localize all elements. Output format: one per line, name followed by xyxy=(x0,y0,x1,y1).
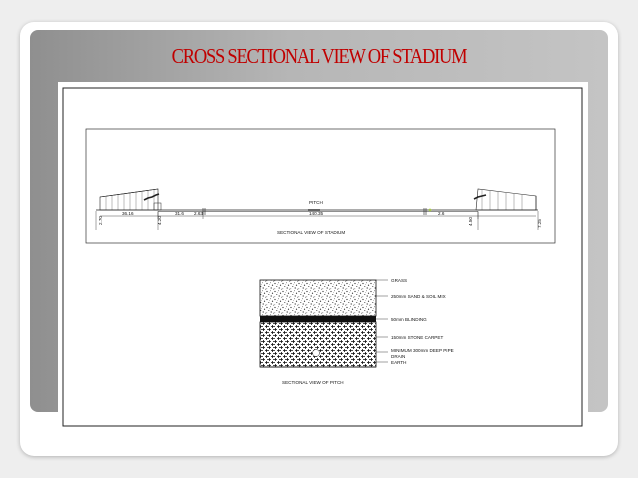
dim-right-height: 7.25 xyxy=(537,219,542,228)
layer-grass-label: GRASS xyxy=(391,278,408,283)
layer-sand-soil-label: 250mm SAND & SOIL MIX xyxy=(391,294,446,299)
left-stand xyxy=(100,189,161,210)
right-stand xyxy=(474,189,536,210)
pitch-section-view xyxy=(260,278,454,385)
layer-pipe-label: MINIMUM 300mm DEEP PIPE xyxy=(391,348,454,353)
pitch-label: PITCH xyxy=(309,200,323,205)
pitch-section-caption: SECTIONAL VIEW OF PITCH xyxy=(282,380,344,385)
sand-soil-layer xyxy=(260,280,376,316)
layer-blinding-label: 50mm BLINDING xyxy=(391,317,427,322)
drawing-sheet xyxy=(58,82,588,430)
layer-earth-label: EARTH xyxy=(391,360,407,365)
layer-stone-carpet-label: 150mm STONE CARPET xyxy=(391,335,444,340)
dim-left-edge: 2.63 xyxy=(194,211,203,216)
dim-right-edge: 2.6 xyxy=(438,211,445,216)
cad-drawing xyxy=(58,82,588,430)
drain-pipe xyxy=(313,350,320,357)
dim-pitch-width: 140.35 xyxy=(309,211,324,216)
dim-left-stand: 36.16 xyxy=(122,211,134,216)
blinding-layer xyxy=(260,316,376,322)
stadium-section-caption: SECTIONAL VIEW OF STADIUM xyxy=(277,230,346,235)
dim-left-height: 2.70 xyxy=(98,216,103,225)
stone-carpet-layer xyxy=(260,322,376,367)
stadium-section-view xyxy=(86,129,555,243)
dim-left-gap: 31.6 xyxy=(175,211,184,216)
layer-drain-label: DRAIN xyxy=(391,354,406,359)
drawing-border xyxy=(63,88,582,426)
slide-title: CROSS SECTIONAL VIEW OF STADIUM xyxy=(171,44,467,68)
dim-left-step: 4.20 xyxy=(157,216,162,225)
dim-right-step: 4.50 xyxy=(468,217,473,226)
